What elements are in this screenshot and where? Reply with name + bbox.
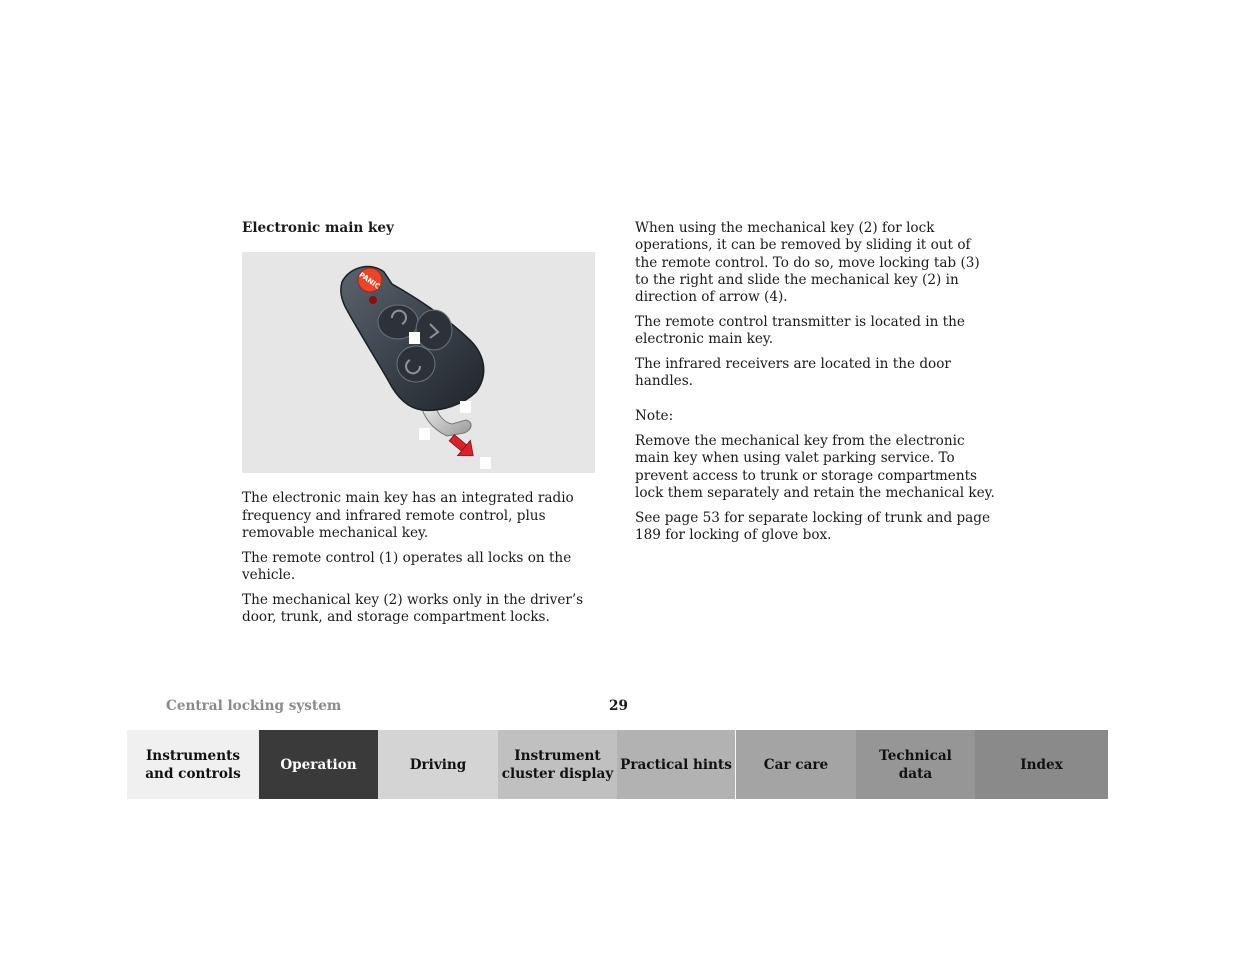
tab-label: Car care [763,756,829,773]
trunk-button [397,346,435,382]
paragraph: The electronic main key has an integrated radio frequency and infrared remote control, plus removable mechanical key. [242,490,574,541]
tab-instrument-cluster-display[interactable] [498,730,617,799]
paragraph: The remote control (1) operates all locks on the vehicle. [242,549,572,583]
tab-label: Index [1020,756,1063,773]
tab-driving[interactable] [378,730,498,799]
tab-label: Technical data [879,747,952,782]
chapter-nav [127,730,1108,799]
paragraph: The mechanical key (2) works only in the driver’s door, trunk, and storage compartment locks. [242,591,584,626]
callout-4 [480,457,491,469]
note-label: Note: [635,407,674,424]
page-number: 29 [609,698,628,714]
panic-button-label: PANIC [357,271,382,292]
paragraph: The remote control transmitter is located in the electronic main key. [635,313,965,348]
tab-label: Instrument cluster display [501,747,614,782]
tab-car-care[interactable] [736,730,856,799]
paragraph: The infrared receivers are located in the door handles. [635,356,951,390]
tab-index[interactable] [975,730,1108,799]
section-heading: Electronic main key [242,220,394,236]
note-paragraph: Remove the mechanical key from the electronic main key when using valet parking service. To prevent access to trunk or storage compartments lock them separately and retain the mechanical key. [635,432,995,501]
tab-instruments-and-controls[interactable] [127,730,259,799]
left-column [242,220,598,634]
callout-3 [460,401,471,413]
tab-technical-data[interactable] [856,730,975,799]
tab-label: Driving [409,756,467,773]
tab-operation[interactable] [259,730,378,799]
callout-2 [419,428,430,440]
tab-label: Operation [280,756,357,773]
note-paragraph: See page 53 for separate locking of trunk and page 189 for locking of glove box. [635,509,991,543]
tab-label: Practical hints [620,756,732,773]
right-column [635,220,995,552]
tab-practical-hints[interactable] [617,730,736,799]
section-title: Central locking system [166,698,342,714]
unlock-button [416,310,452,350]
indicator-led [369,296,377,304]
key-illustration [242,252,595,473]
paragraph: When using the mechanical key (2) for lock operations, it can be removed by sliding it out of the remote control. To do so, move locking tab (3) to the right and slide the mechanical key (2) in direction of arrow (4). [635,220,980,306]
tab-label: Instruments and controls [145,747,241,782]
callout-1 [409,332,420,344]
